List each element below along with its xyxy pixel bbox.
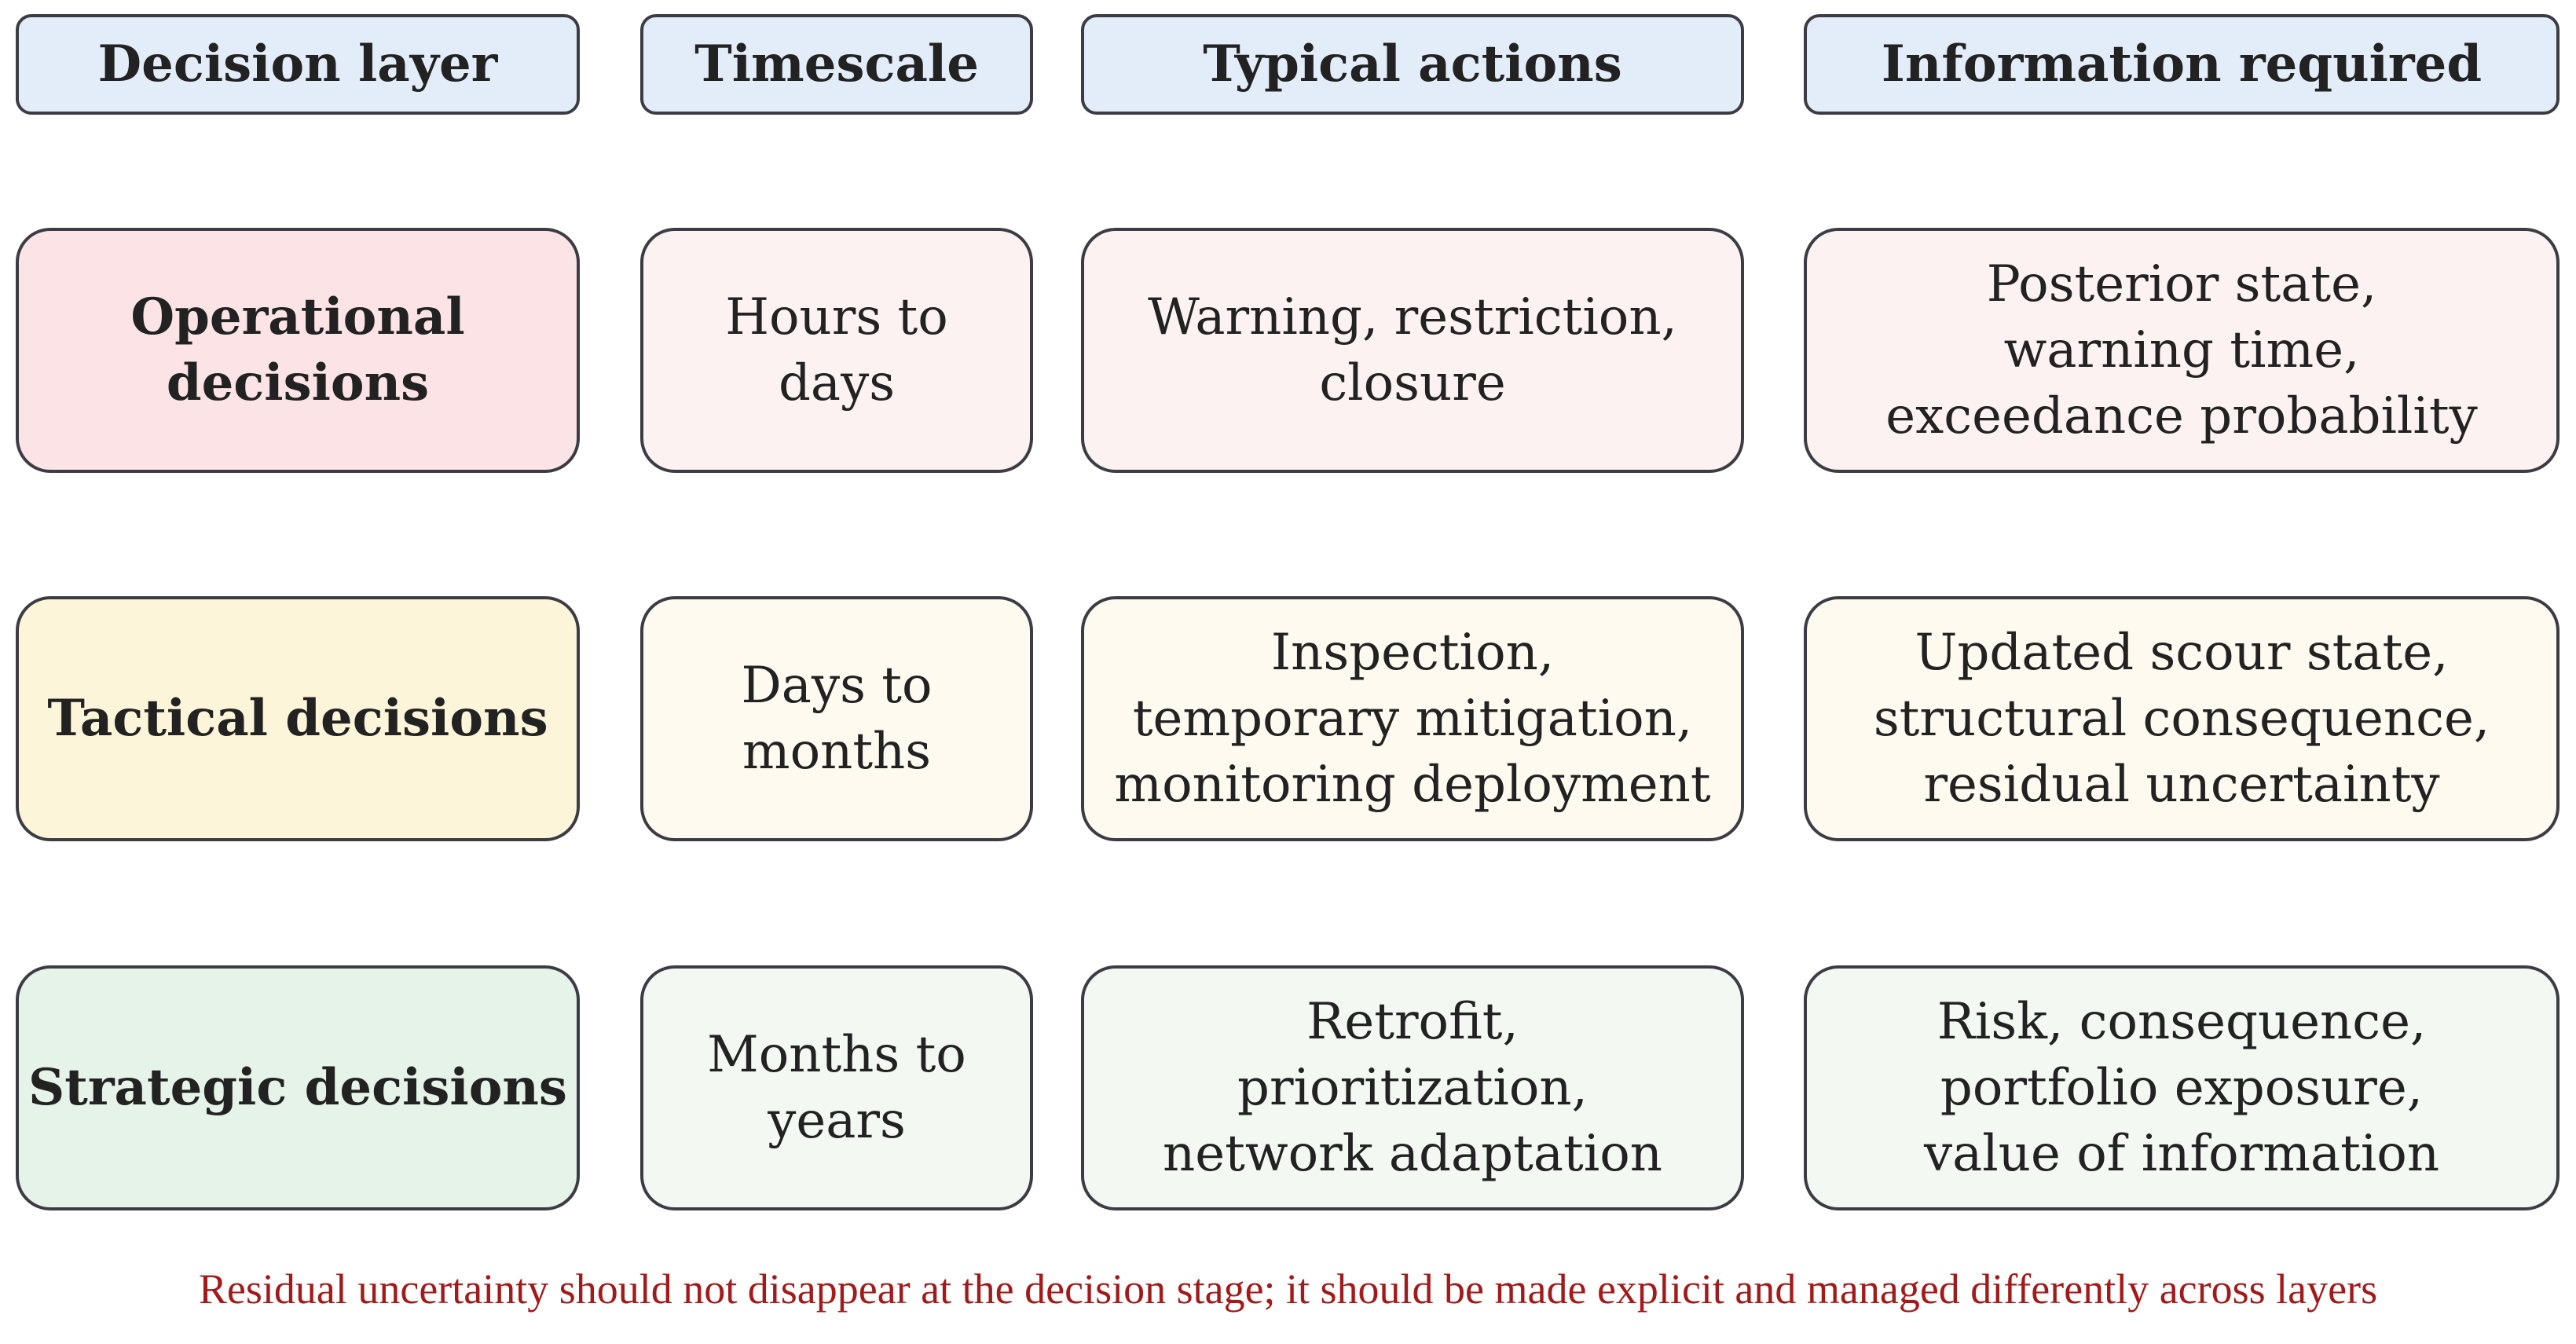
header-information-required: Information required	[1804, 14, 2560, 115]
layer-tactical: Tactical decisions	[16, 596, 580, 841]
header-typical-actions: Typical actions	[1081, 14, 1744, 115]
actions-tactical: Inspection, temporary mitigation, monitoring deployment	[1081, 596, 1744, 841]
information-strategic: Risk, consequence, portfolio exposure, value of information	[1804, 965, 2560, 1210]
information-operational: Posterior state, warning time, exceedance probability	[1804, 228, 2560, 473]
footnote: Residual uncertainty should not disappear at the decision stage; it should be made explicit and managed differently across layers	[198, 1265, 2378, 1313]
timescale-tactical: Days to months	[640, 596, 1033, 841]
timescale-strategic: Months to years	[640, 965, 1033, 1210]
layer-strategic: Strategic decisions	[16, 965, 580, 1210]
information-tactical: Updated scour state, structural consequence, residual uncertainty	[1804, 596, 2560, 841]
actions-strategic: Retrofit, prioritization, network adaptation	[1081, 965, 1744, 1210]
timescale-operational: Hours to days	[640, 228, 1033, 473]
layer-operational: Operational decisions	[16, 228, 580, 473]
header-timescale: Timescale	[640, 14, 1033, 115]
header-decision-layer: Decision layer	[16, 14, 580, 115]
actions-operational: Warning, restriction, closure	[1081, 228, 1744, 473]
